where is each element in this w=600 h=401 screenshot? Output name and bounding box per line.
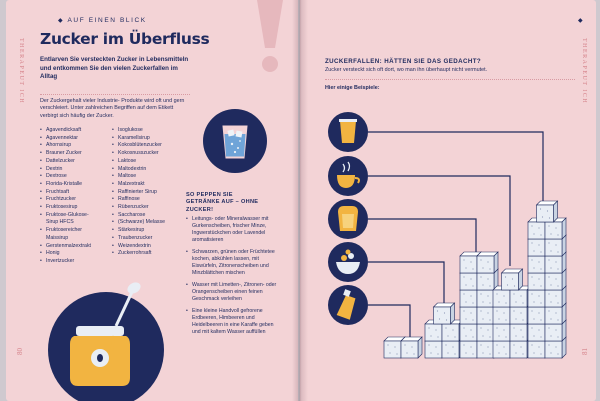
intro-text: Entlarven Sie versteckten Zucker in Lebensmitteln und entkommen Sie den vielen Zuckerfallen im Alltag — [40, 56, 189, 81]
right-page — [300, 0, 596, 401]
salad-icon — [328, 242, 368, 282]
list-item: • (Schwarze) Melasse — [112, 219, 192, 227]
list-item: • Rübenzucker — [112, 204, 192, 212]
list-item: • Kokosblütenzucker — [112, 142, 192, 150]
list-item: • Traubenzucker — [112, 235, 192, 243]
list-item: • Invertzucker — [40, 258, 120, 266]
list-item: • Saccharose — [112, 212, 192, 220]
sugar-cubes-stack-1 — [384, 201, 566, 358]
list-item: • Fruktosereicher — [40, 227, 120, 235]
diamond-icon: ◆ — [58, 18, 68, 24]
list-item: • Stärkesirup — [112, 227, 192, 235]
list-item: • Maltodextrin — [112, 166, 192, 174]
list-item: • Zuckerrohrsaft — [112, 250, 192, 258]
section-subheading: Zucker versteckt sich oft dort, wo man ihn überhaupt nicht vermutet. — [325, 67, 488, 73]
tea-cup-icon — [328, 156, 368, 196]
toast-icon — [328, 199, 368, 239]
sugar-cube — [401, 337, 422, 358]
list-item: • Dextrin — [40, 166, 120, 174]
list-item: • Raffinierter Sirup — [112, 189, 192, 197]
section-heading: ZUCKERFALLEN: HÄTTEN SIE DAS GEDACHT? — [325, 58, 482, 65]
list-item: • Raffinose — [112, 196, 192, 204]
list-item: • Brauner Zucker — [40, 150, 120, 158]
list-item: • Wasser mit Limetten-, Zitronen- oder Orangenscheiben einen feinen Geschmack verleihen — [186, 282, 278, 303]
page-number: 80 — [16, 348, 24, 355]
side-label: THERAPEUT ICH — [581, 38, 587, 105]
list-item: • Fruchtzucker — [40, 196, 120, 204]
kicker — [58, 17, 147, 24]
list-item: • Fruktosesirup — [40, 204, 120, 212]
ketchup-icon — [328, 285, 368, 325]
list-item: • Malzextrakt — [112, 181, 192, 189]
sugar-cube — [502, 269, 523, 290]
list-item: • Agavennektar — [40, 135, 120, 143]
body-text: Der Zuckergehalt vieler Industrie- Produkte wird oft und gern verschleiert. Unter zahlreichen Begriffen auf dem Etikett verbirgt sich häufig der Zucker. — [40, 98, 185, 119]
list-item: • Karamellsirup — [112, 135, 192, 143]
drinks-tips-list — [186, 216, 278, 341]
sugar-names-list-1 — [40, 127, 120, 266]
list-item: • Agavendicksaft — [40, 127, 120, 135]
page-number: 81 — [581, 348, 589, 355]
list-item: • Fruktose-Glukose- — [40, 212, 120, 220]
list-item: • Honig — [40, 250, 120, 258]
list-item: • Kokosnusszucker — [112, 150, 192, 158]
list-item: Sirup HFCS — [46, 219, 74, 226]
divider — [40, 94, 190, 96]
list-item: • Ahornsirup — [40, 142, 120, 150]
sugar-names-list-2 — [112, 127, 192, 258]
list-item: • Weizendextrin — [112, 243, 192, 251]
orange-juice-icon — [328, 112, 368, 152]
list-item: • Eine kleine Handvoll gefrorene Erdbeeren, Himbeeren und Heidelbeeren in eine Karaffe geben und mit kaltem Wasser auffüllen — [186, 308, 278, 336]
sugar-cube — [434, 303, 455, 324]
list-item: Maissirup — [46, 234, 69, 241]
water-glass-icon — [202, 108, 268, 174]
diamond-icon: ◆ — [578, 18, 583, 24]
examples-label: Hier einige Beispiele: — [325, 85, 380, 91]
list-item: • Gerstenmalzextrakt — [40, 243, 120, 251]
left-page — [6, 0, 298, 401]
list-item: • Leitungs- oder Mineralwasser mit Gurkenscheiben, frischer Minze, Ingwerstückchen oder Lavendel aromatisieren — [186, 216, 278, 244]
list-item: • Dextrose — [40, 173, 120, 181]
list-item: • Isoglukose — [112, 127, 192, 135]
list-item: • Schwarzen, grünen oder Früchtetee kochen, abkühlen lassen, mit Eiswürfeln, Zitronenscheiben und Minzblättchen mischen — [186, 249, 278, 277]
sugar-cube — [477, 252, 498, 273]
list-item: • Fruchtsaft — [40, 189, 120, 197]
drinks-heading: SO PEPPEN SIE GETRÄNKE AUF – OHNE ZUCKER! — [186, 192, 259, 213]
book-gutter — [292, 0, 308, 401]
sugar-cube — [537, 201, 558, 222]
list-item: • Laktose — [112, 158, 192, 166]
page-title: Zucker im Überfluss — [40, 30, 210, 48]
sugar-traps-illustration — [300, 0, 596, 401]
kicker-label: AUF EINEN BLICK — [67, 17, 147, 24]
list-item: • Florida-Kristalle — [40, 181, 120, 189]
list-item: • Dattelzucker — [40, 158, 120, 166]
list-item: • Maltose — [112, 173, 192, 181]
honey-jar-icon — [46, 278, 166, 401]
exclamation-mark-decoration — [253, 0, 287, 80]
side-label: THERAPEUT ICH — [18, 38, 24, 105]
